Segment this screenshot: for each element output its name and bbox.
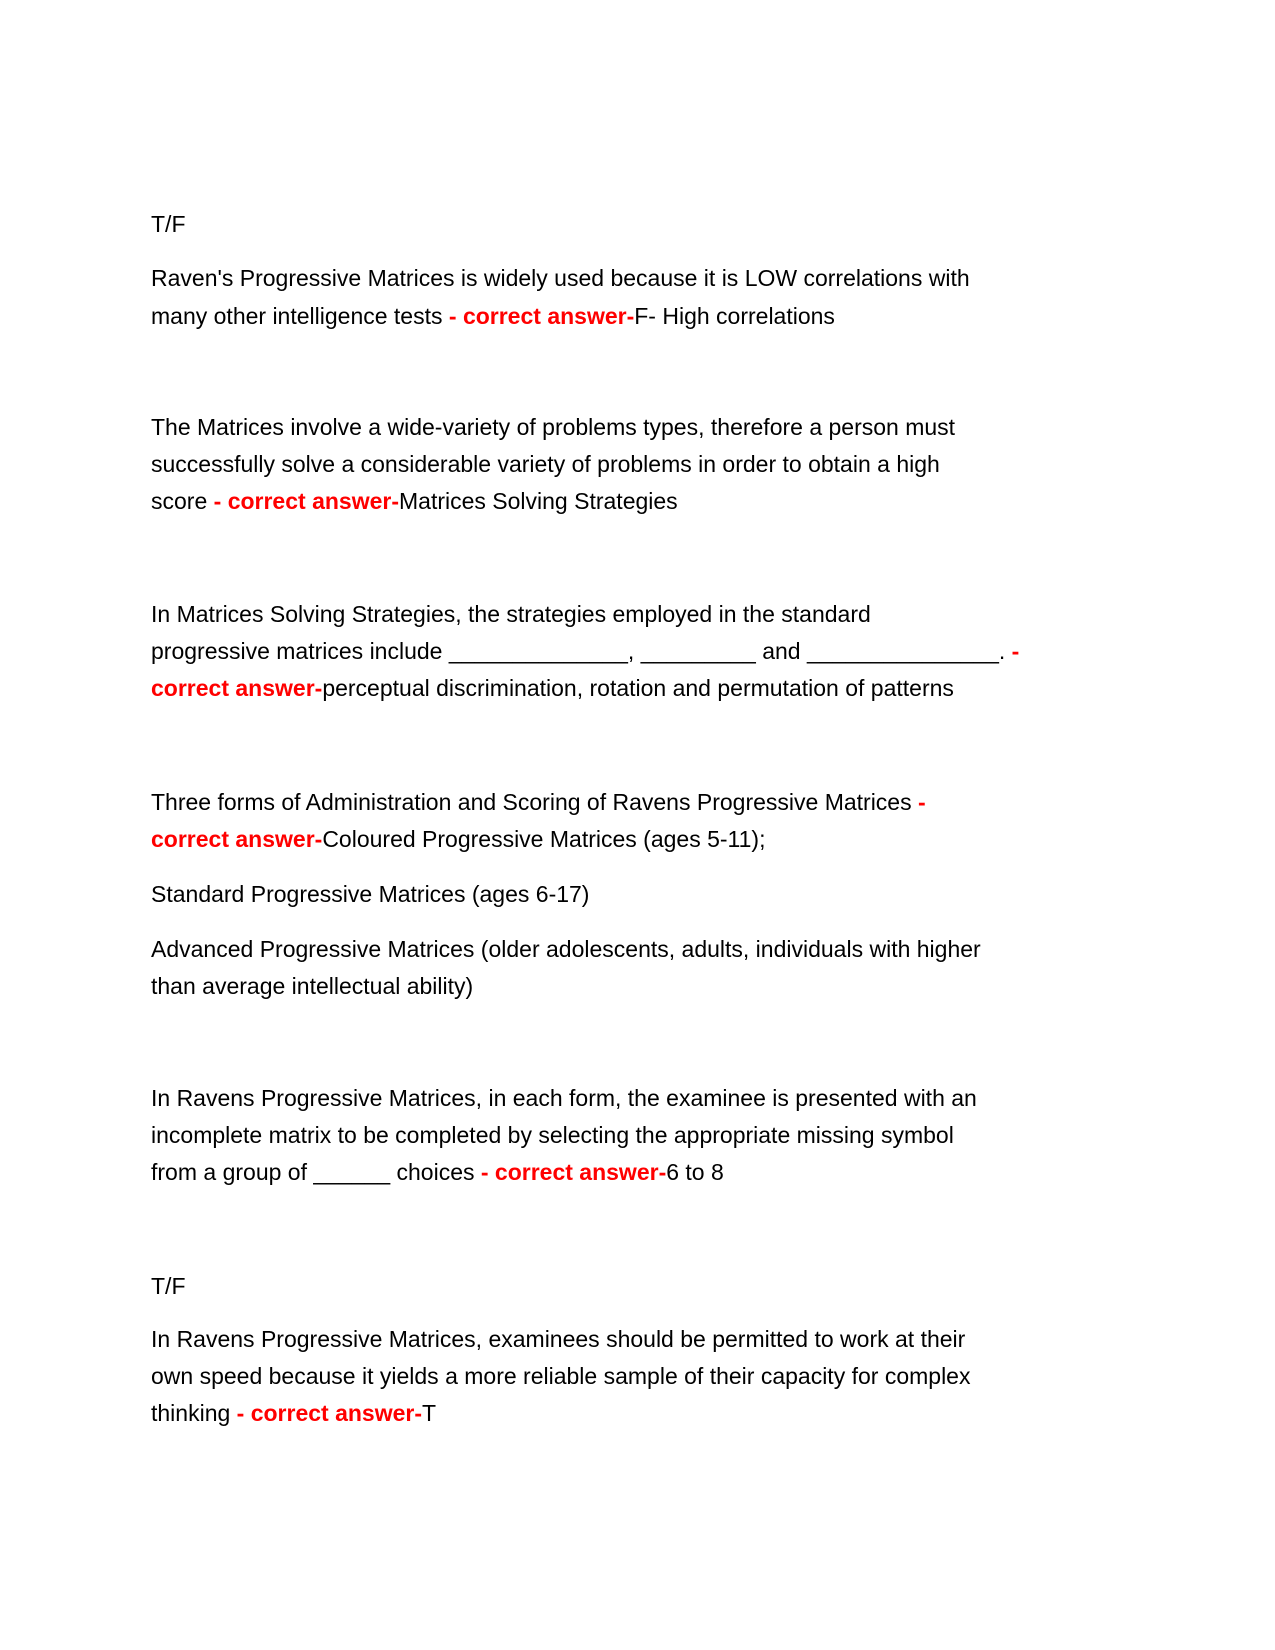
- question-text: The Matrices involve a wide-variety of problems types, therefore a person must: [151, 414, 956, 440]
- question-text: Raven's Progressive Matrices is widely used because it is LOW correlations with: [151, 265, 970, 291]
- question-text-with-blank: from a group of ______ choices: [151, 1159, 481, 1185]
- answer-text: perceptual discrimination, rotation and permutation of patterns: [322, 675, 954, 701]
- correct-answer-marker: - correct answer-: [448, 303, 635, 329]
- item-5-question-line-1: [151, 1084, 977, 1112]
- item-6-question-line-2: [151, 1362, 970, 1390]
- answer-text: Matrices Solving Strategies: [399, 488, 678, 514]
- answer-text: than average intellectual ability): [151, 973, 474, 999]
- answer-text: Standard Progressive Matrices (ages 6-17): [151, 881, 590, 907]
- question-text: In Ravens Progressive Matrices, in each form, the examinee is presented with an: [151, 1085, 977, 1111]
- item-4-question-line-1: [151, 788, 926, 816]
- item-3-question-line-2: [151, 637, 1019, 665]
- correct-answer-marker: - correct answer-: [480, 1159, 667, 1185]
- item-2-question-line-3: [151, 487, 678, 515]
- item-1-header: [151, 210, 186, 238]
- question-text-with-blanks: progressive matrices include ______________, _________ and _______________.: [151, 638, 1012, 664]
- correct-answer-marker: -: [918, 789, 926, 815]
- item-6-question-line-3: [151, 1399, 436, 1427]
- item-5-question-line-2: [151, 1121, 954, 1149]
- answer-text: Coloured Progressive Matrices (ages 5-11);: [322, 826, 766, 852]
- item-4-answer-paragraph-2: [151, 880, 589, 908]
- item-2-question-line-1: [151, 413, 955, 441]
- item-3-question-line-1: [151, 600, 871, 628]
- item-4-answer-paragraph-3-line-2: [151, 972, 473, 1000]
- correct-answer-marker: - correct answer-: [213, 488, 399, 514]
- answer-text: 6 to 8: [666, 1159, 724, 1185]
- tf-label: T/F: [151, 211, 186, 237]
- correct-answer-marker: - correct answer-: [236, 1400, 423, 1426]
- question-text: incomplete matrix to be completed by selecting the appropriate missing symbol: [151, 1122, 954, 1148]
- answer-text: T: [422, 1400, 437, 1426]
- answer-text: Advanced Progressive Matrices (older adolescents, adults, individuals with higher: [151, 936, 981, 962]
- item-3-answer-line: [151, 674, 954, 702]
- question-text: In Ravens Progressive Matrices, examinees should be permitted to work at their: [151, 1326, 966, 1352]
- item-1-question-line-2: [151, 302, 835, 330]
- item-4-answer-line: [151, 825, 765, 853]
- answer-text: F- High correlations: [634, 303, 835, 329]
- item-2-question-line-2: [151, 450, 940, 478]
- correct-answer-marker: correct answer-: [151, 675, 323, 701]
- question-text: score: [151, 488, 214, 514]
- item-4-answer-paragraph-3-line-1: [151, 935, 981, 963]
- question-text: Three forms of Administration and Scoring of Ravens Progressive Matrices: [151, 789, 918, 815]
- correct-answer-marker: correct answer-: [151, 826, 323, 852]
- correct-answer-marker: -: [1011, 638, 1020, 664]
- tf-label: T/F: [151, 1273, 186, 1299]
- item-1-question-line-1: [151, 264, 970, 292]
- question-text: many other intelligence tests: [151, 303, 449, 329]
- question-text: successfully solve a considerable variety of problems in order to obtain a high: [151, 451, 940, 477]
- item-6-header: [151, 1272, 186, 1300]
- question-text: In Matrices Solving Strategies, the strategies employed in the standard: [151, 601, 871, 627]
- item-6-question-line-1: [151, 1325, 965, 1353]
- item-5-question-line-3: [151, 1158, 724, 1186]
- question-text: thinking: [151, 1400, 237, 1426]
- question-text: own speed because it yields a more reliable sample of their capacity for complex: [151, 1363, 971, 1389]
